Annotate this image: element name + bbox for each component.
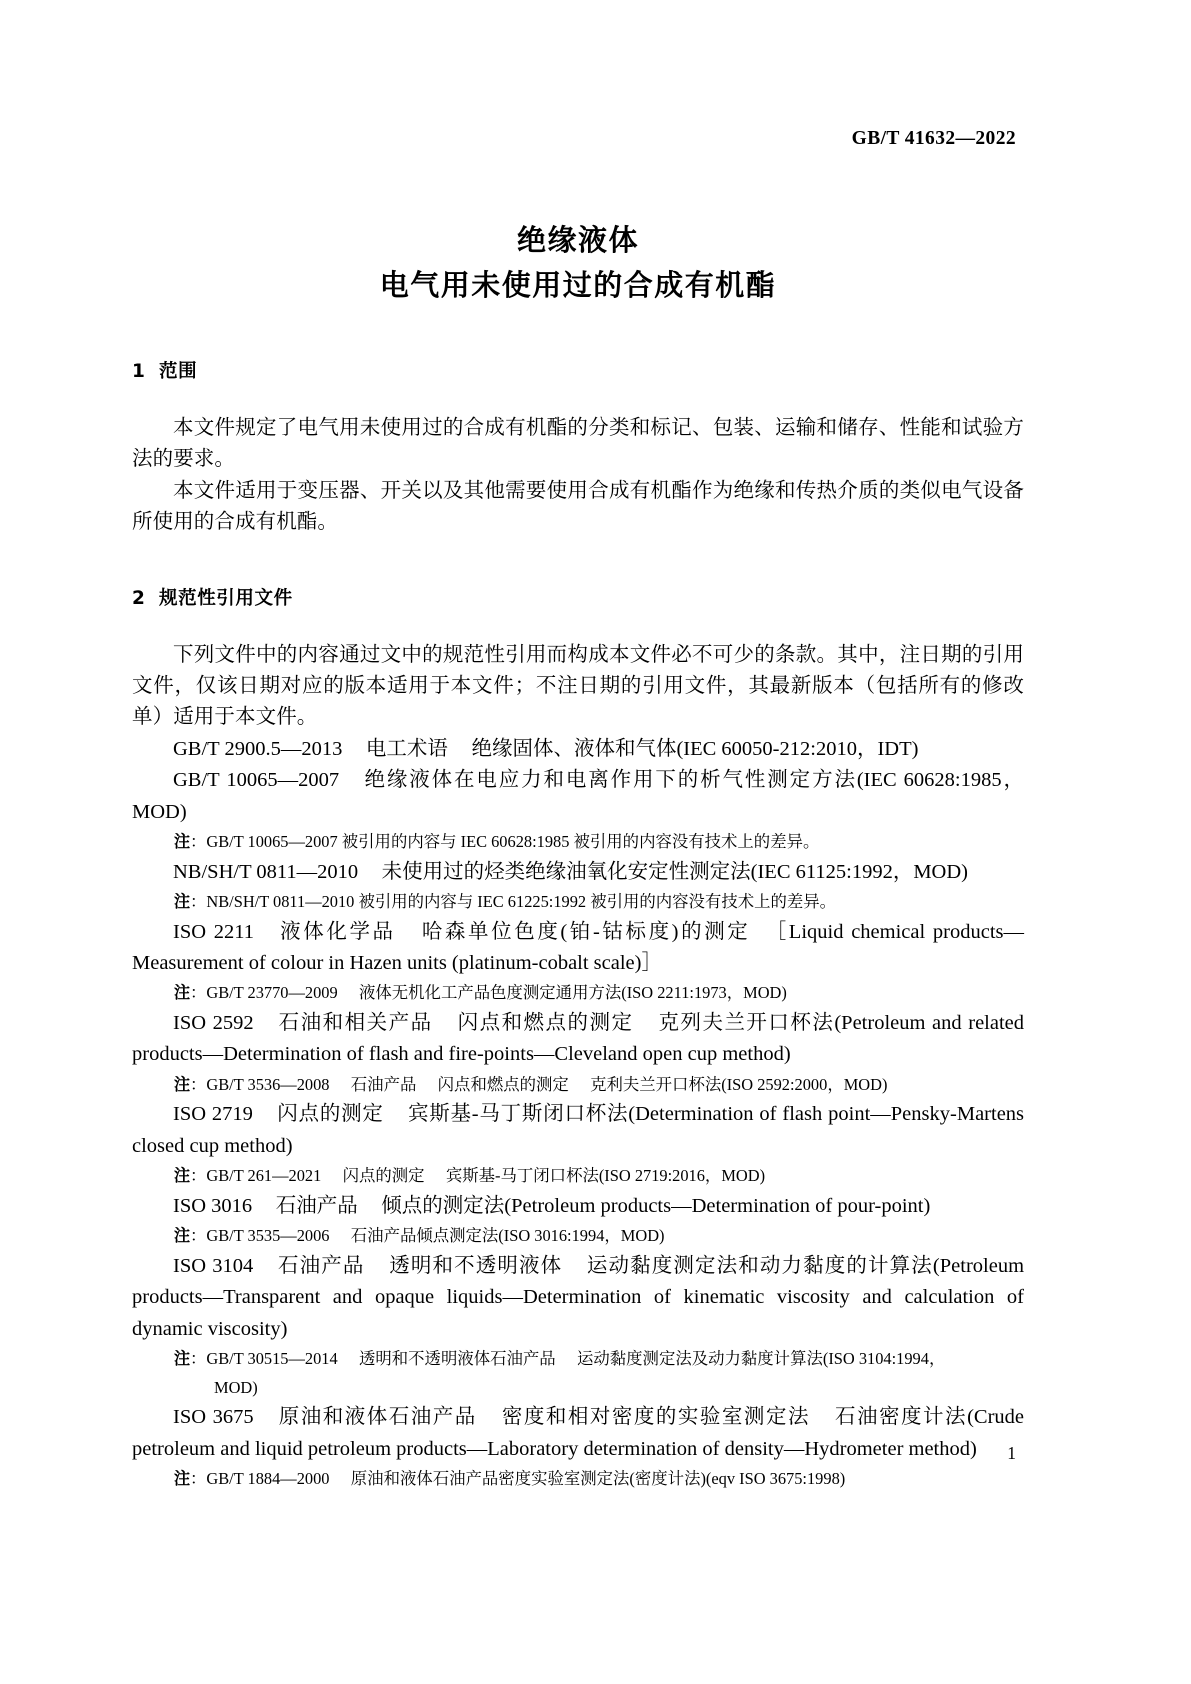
note-ref-id: GB/T 1884—2000	[206, 1469, 330, 1489]
reference-title-cn3: 运动黏度测定法和动力黏度的计算法	[585, 1254, 933, 1277]
title-line-2: 电气用未使用过的合成有机酯	[379, 268, 777, 302]
clause-title-1: 范围	[159, 361, 198, 382]
note-ref-id: GB/T 30515—2014	[206, 1349, 338, 1369]
note-text: 石油产品	[350, 1074, 417, 1094]
reference-paren: (IEC 60628:1985，MOD)	[132, 769, 1025, 823]
note-ref-id: GB/T 23770—2009	[206, 983, 338, 1003]
reference-entry	[132, 765, 1024, 828]
reference-id: ISO 3016	[173, 1194, 253, 1217]
reference-note	[132, 1222, 1024, 1251]
reference-title-cn2: 绝缘固体、液体和气体	[471, 737, 677, 760]
reference-title-cn2: 透明和不透明液体	[388, 1254, 563, 1277]
document-content	[132, 0, 1024, 1494]
reference-paren: (Crude petroleum and liquid petroleum products—Laboratory determination of density—Hydrometer method)	[132, 1406, 1024, 1460]
note-colon: ：	[190, 983, 207, 1003]
note-label: 注	[173, 1349, 190, 1369]
note-label: 注	[173, 1469, 190, 1489]
reference-paren: (IEC 60050-212:2010，IDT)	[676, 737, 919, 760]
note-label: 注	[173, 983, 190, 1003]
note-text: 宾斯基-马丁闭口杯法(ISO 2719:2016，MOD)	[445, 1166, 766, 1186]
reference-title-cn2: 闪点和燃点的测定	[456, 1012, 634, 1035]
note-label: 注	[173, 892, 190, 912]
reference-title-cn: 石油产品	[275, 1194, 358, 1217]
clause-title-2: 规范性引用文件	[159, 587, 293, 609]
reference-id: ISO 2592	[173, 1012, 254, 1035]
note-text: NB/SH/T 0811—2010 被引用的内容与 IEC 61225:1992 被引用的内容没有技术上的差异。	[206, 892, 837, 912]
clause-1-paragraph-2: 本文件适用于变压器、开关以及其他需要使用合成有机酯作为绝缘和传热介质的类似电气设备所使用的合成有机酯。	[132, 479, 1024, 534]
note-text: 石油产品倾点测定法(ISO 3016:1994，MOD)	[350, 1226, 665, 1246]
reference-paren: (Petroleum and related products—Determination of flash and fire-points—Cleveland open cup method)	[132, 1012, 1025, 1066]
note-text: 透明和不透明液体石油产品	[359, 1349, 556, 1369]
reference-paren: (Petroleum products—Determination of pour-point)	[504, 1194, 931, 1217]
reference-title-cn: 闪点的测定	[276, 1103, 384, 1126]
reference-id: ISO 3104	[173, 1254, 254, 1277]
reference-title-cn: 液体化学品	[277, 920, 396, 943]
page-footer	[0, 1443, 1191, 1464]
reference-note	[132, 1465, 1024, 1494]
reference-id: NB/SH/T 0811—2010	[173, 860, 359, 883]
note-colon: ：	[190, 1074, 207, 1094]
reference-title-cn: 原油和液体石油产品	[277, 1406, 477, 1429]
note-label: 注	[173, 832, 190, 852]
note-ref-id: GB/T 3536—2008	[206, 1074, 330, 1094]
reference-note	[132, 1071, 1024, 1100]
reference-entry	[132, 1191, 1024, 1222]
reference-title-cn2: 哈森单位色度(铂-钴标度)的测定	[419, 920, 751, 943]
clause-number-2: 2	[132, 587, 146, 609]
note-colon: ：	[190, 832, 207, 852]
reference-note	[132, 1162, 1024, 1191]
reference-note	[132, 1345, 1024, 1374]
note-text: 闪点的测定	[342, 1166, 425, 1186]
note-text: 闪点和燃点的测定	[437, 1074, 569, 1094]
reference-title-cn2: 宾斯基-马丁斯闭口杯法	[407, 1103, 629, 1126]
reference-entry	[132, 1251, 1024, 1345]
note-text: 运动黏度测定法及动力黏度计算法(ISO 3104:1994，	[577, 1349, 946, 1369]
reference-title-cn3: 克列夫兰开口杯法	[657, 1012, 835, 1035]
note-colon: ：	[190, 1349, 207, 1369]
reference-title-cn2: 倾点的测定法	[381, 1194, 505, 1217]
note-colon: ：	[190, 1166, 207, 1186]
note-text: 液体无机化工产品色度测定通用方法(ISO 2211:1973，MOD)	[359, 983, 787, 1003]
note-text: 原油和液体石油产品密度实验室测定法(密度计法)(eqv ISO 3675:1998)	[350, 1469, 846, 1489]
reference-note	[132, 888, 1024, 917]
reference-paren: (IEC 61125:1992，MOD)	[750, 860, 968, 883]
reference-id: GB/T 2900.5—2013	[173, 737, 343, 760]
title-line-1: 绝缘液体	[516, 223, 639, 257]
reference-title-cn2: 密度和相对密度的实验室测定法	[500, 1406, 810, 1429]
reference-title-cn: 石油和相关产品	[277, 1012, 433, 1035]
note-text: GB/T 10065—2007 被引用的内容与 IEC 60628:1985 被引用的内容没有技术上的差异。	[206, 832, 820, 852]
clause-heading-2	[132, 584, 1024, 610]
reference-id: ISO 3675	[173, 1406, 254, 1429]
note-colon: ：	[190, 1226, 207, 1246]
note-label: 注	[173, 1166, 190, 1186]
reference-paren: (Determination of flash point—Pensky-Martens closed cup method)	[132, 1103, 1025, 1157]
clause-2-paragraph-1: 下列文件中的内容通过文中的规范性引用而构成本文件必不可少的条款。其中，注日期的引用文件，仅该日期对应的版本适用于本文件；不注日期的引用文件，其最新版本（包括所有的修改单）适用于本文件。	[132, 643, 1024, 729]
clause-heading-1	[132, 357, 1024, 383]
reference-paren: ［Liquid chemical products—Measurement of colour in Hazen units (platinum-cobalt scale)］	[132, 920, 1025, 975]
reference-paren: (Petroleum products—Transparent and opaque liquids—Determination of kinematic viscosity and calculation of dynamic viscosity)	[132, 1254, 1025, 1340]
standard-number: GB/T 41632—2022	[851, 128, 1016, 149]
reference-entry	[132, 1099, 1024, 1162]
clause-number-1: 1	[132, 361, 146, 382]
reference-title-cn3: 石油密度计法	[833, 1406, 968, 1429]
reference-entry	[132, 1008, 1024, 1071]
reference-note-continuation: MOD)	[214, 1377, 258, 1397]
note-ref-id: GB/T 261—2021	[206, 1166, 322, 1186]
reference-id: ISO 2719	[173, 1103, 253, 1126]
reference-id: ISO 2211	[173, 920, 254, 943]
reference-entry	[132, 917, 1024, 980]
reference-entry	[132, 857, 1024, 888]
clause-1-paragraph-1: 本文件规定了电气用未使用过的合成有机酯的分类和标记、包装、运输和储存、性能和试验方法的要求。	[132, 417, 1024, 471]
note-colon: ：	[190, 892, 207, 912]
page-title	[132, 218, 1024, 308]
note-ref-id: GB/T 3535—2006	[206, 1226, 330, 1246]
note-colon: ：	[190, 1469, 207, 1489]
page-number: 1	[1007, 1443, 1016, 1463]
reference-title-cn: 电工术语	[365, 737, 448, 760]
reference-note	[132, 979, 1024, 1008]
reference-id: GB/T 10065—2007	[173, 769, 340, 792]
reference-entry	[132, 734, 1024, 765]
reference-title-cn: 未使用过的烃类绝缘油氧化安定性测定法	[381, 860, 751, 883]
note-label: 注	[173, 1074, 190, 1094]
note-text: 克利夫兰开口杯法(ISO 2592:2000，MOD)	[590, 1074, 888, 1094]
reference-note	[132, 828, 1024, 857]
note-label: 注	[173, 1226, 190, 1246]
reference-title-cn: 石油产品	[276, 1254, 365, 1277]
reference-title-cn: 绝缘液体在电应力和电离作用下的析气性测定方法	[362, 769, 857, 792]
